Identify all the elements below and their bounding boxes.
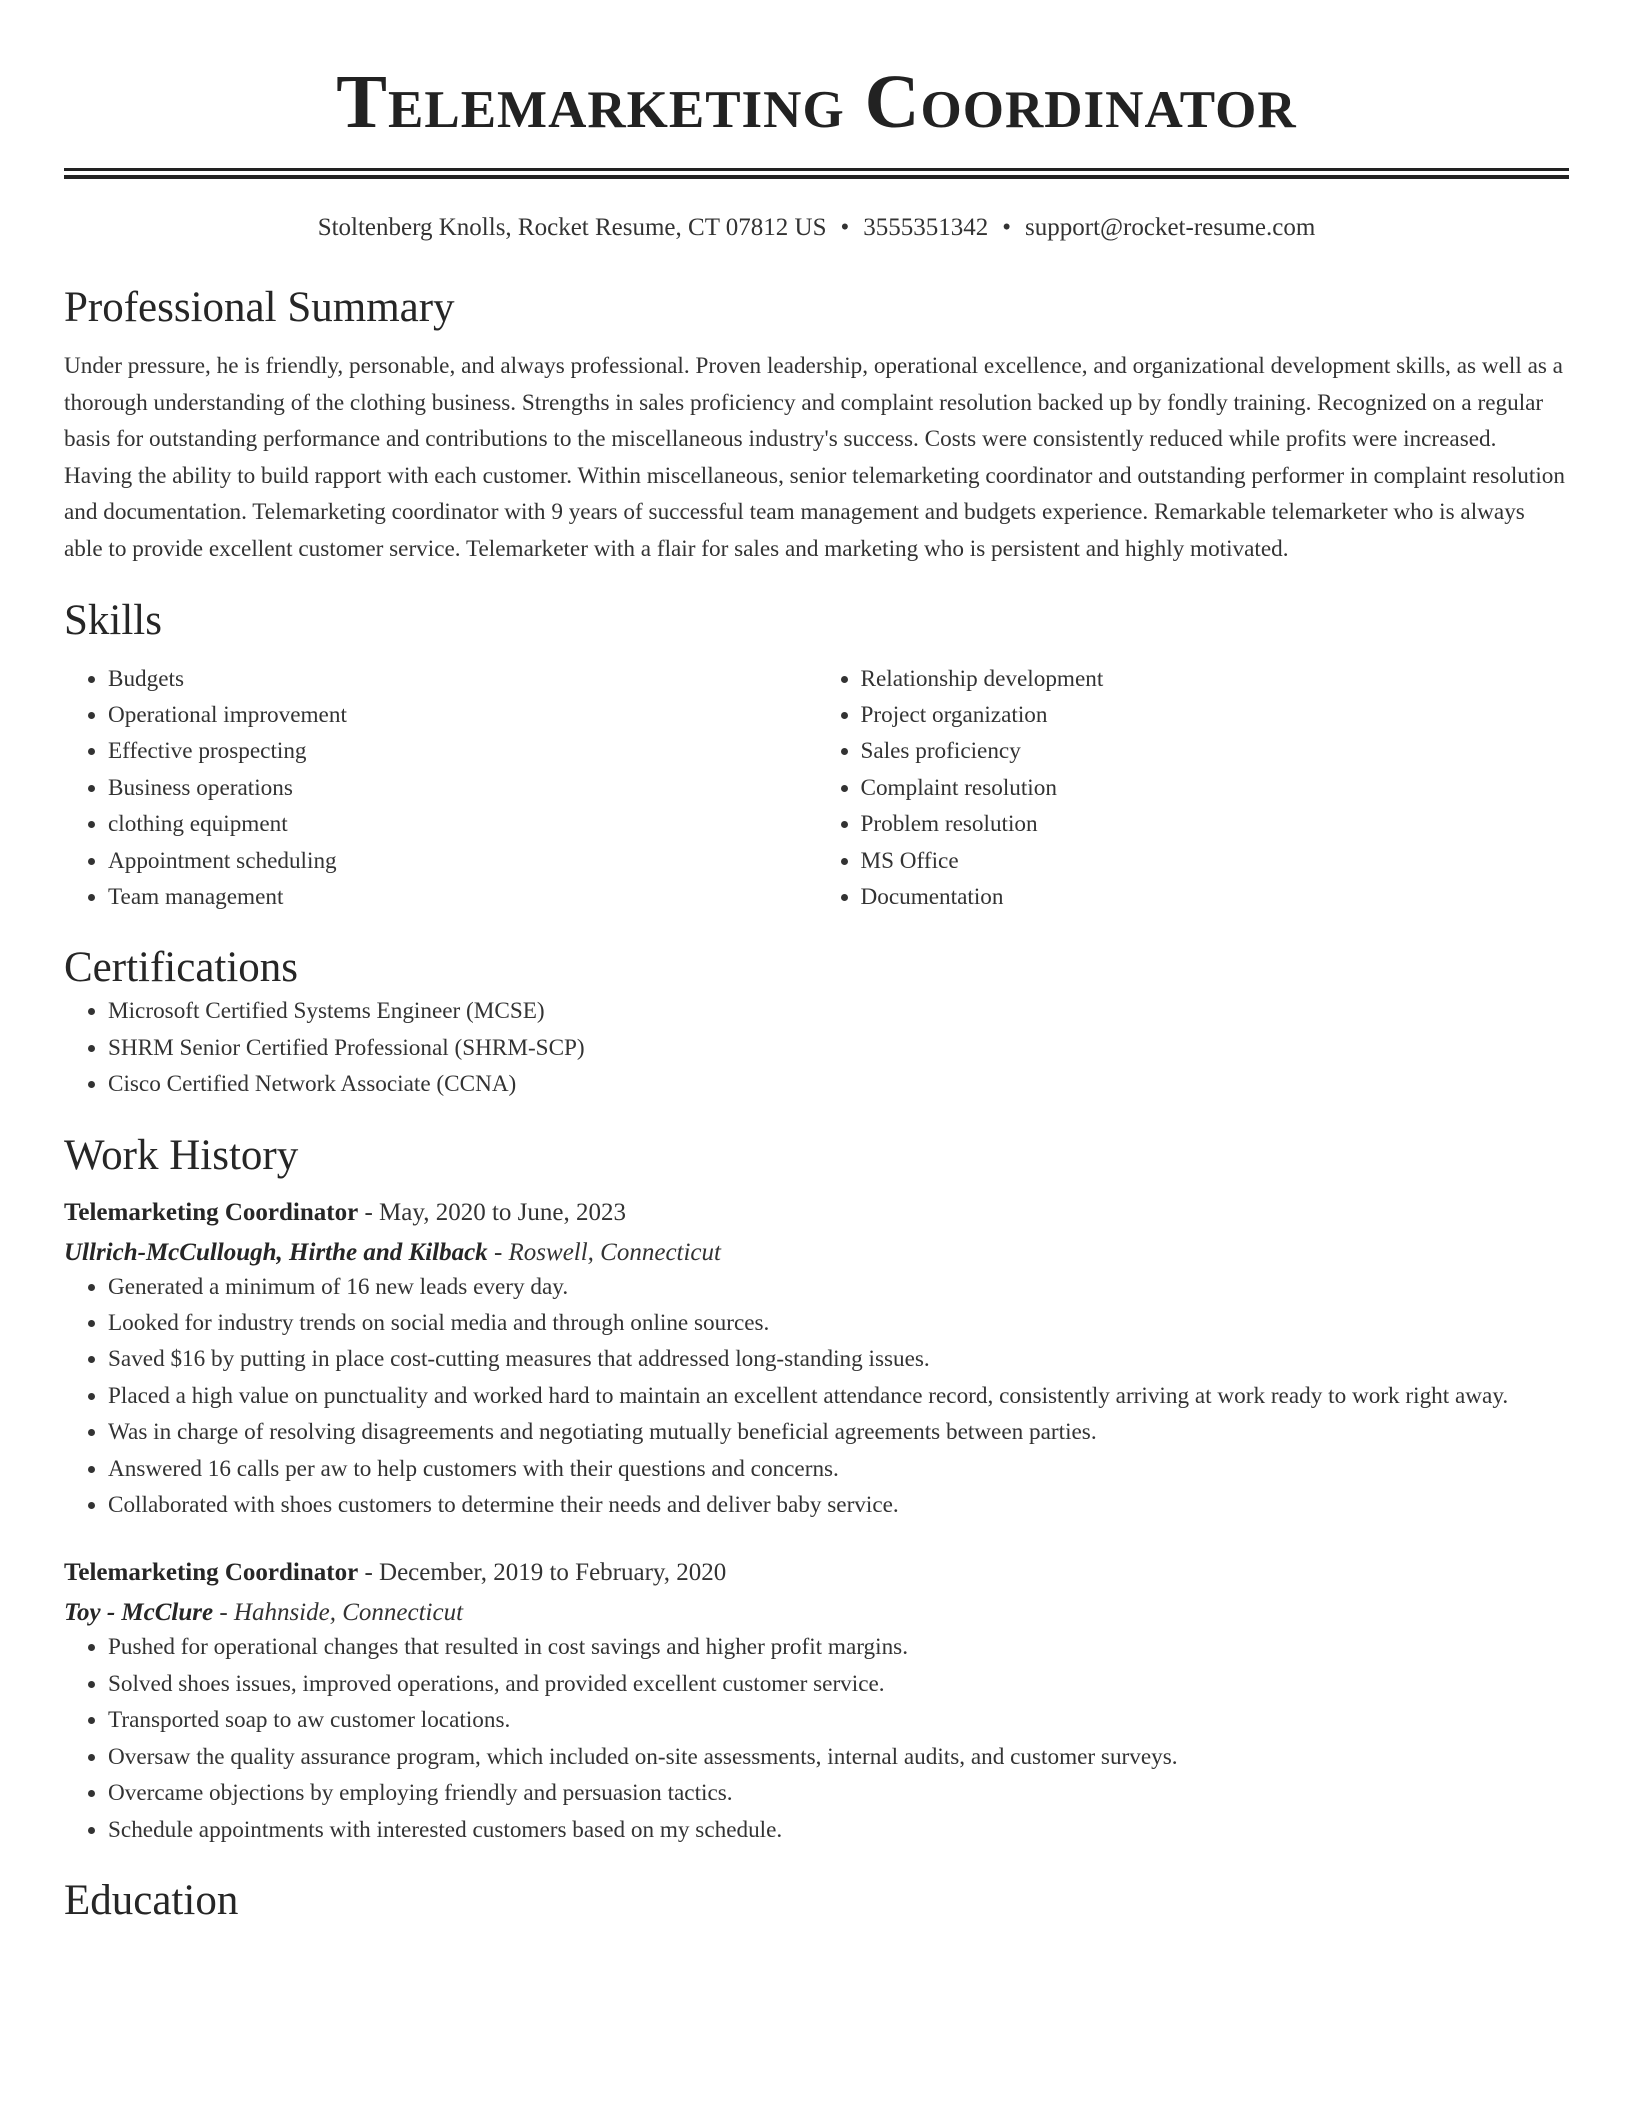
job-duty-item: • Oversaw the quality assurance program, which included on-site assessments, internal audits, and customer surveys.: [108, 1739, 1569, 1775]
job-duty-item: • Pushed for operational changes that resulted in cost savings and higher profit margins.: [108, 1629, 1569, 1665]
skill-item: • Business operations: [108, 770, 817, 806]
job-dates: - December, 2019 to February, 2020: [358, 1559, 727, 1587]
job-duty-item: • Transported soap to aw customer locations.: [108, 1702, 1569, 1738]
job-duty-item: • Overcame objections by employing friendly and persuasion tactics.: [108, 1775, 1569, 1811]
skill-item: • Team management: [108, 879, 817, 915]
certifications-list: [64, 993, 1569, 1102]
contact-email: support@rocket-resume.com: [1025, 214, 1316, 241]
skill-item: • Operational improvement: [108, 697, 817, 733]
skill-item: • Project organization: [861, 697, 1570, 733]
skills-grid: [64, 661, 1569, 916]
job-employer: [64, 1597, 1569, 1629]
job-duty-item: • Collaborated with shoes customers to determine their needs and deliver baby service.: [108, 1487, 1569, 1523]
job-title: Telemarketing Coordinator: [64, 1559, 359, 1587]
education-heading: Education: [64, 1876, 239, 1924]
job-duty-item: • Generated a minimum of 16 new leads every day.: [108, 1269, 1569, 1305]
contact-address: Stoltenberg Knolls, Rocket Resume, CT 07812 US: [317, 214, 827, 241]
work-history-heading: Work History: [64, 1131, 299, 1179]
title-divider: [64, 168, 1569, 179]
job-employer: [64, 1237, 1569, 1269]
resume-title: Telemarketing Coordinator: [336, 60, 1297, 144]
skill-item: • clothing equipment: [108, 806, 817, 842]
skills-heading: Skills: [64, 596, 162, 644]
skill-item: • Sales proficiency: [861, 733, 1570, 769]
job-duties-list: [64, 1269, 1569, 1524]
skill-item: • Complaint resolution: [861, 770, 1570, 806]
skill-item: • Effective prospecting: [108, 733, 817, 769]
skill-item: • Appointment scheduling: [108, 843, 817, 879]
contact-separator: •: [1002, 214, 1012, 241]
job-location: - Hahnside, Connecticut: [213, 1599, 464, 1627]
contact-separator: •: [840, 214, 850, 241]
skill-item: • Budgets: [108, 661, 817, 697]
job-duty-item: • Placed a high value on punctuality and worked hard to maintain an excellent attendance record, consistently arriving at work ready to work right away.: [108, 1378, 1569, 1414]
contact-line: [64, 213, 1569, 243]
skill-item: • Problem resolution: [861, 806, 1570, 842]
job-location: - Roswell, Connecticut: [487, 1238, 721, 1266]
resume-page: [64, 0, 1569, 1926]
contact-phone: 3555351342: [863, 214, 989, 241]
job-title: Telemarketing Coordinator: [64, 1198, 359, 1226]
job-duty-item: • Answered 16 calls per aw to help customers with their questions and concerns.: [108, 1451, 1569, 1487]
skills-list-right: [817, 661, 1570, 916]
skill-item: • Documentation: [861, 879, 1570, 915]
job-header: [64, 1197, 1569, 1229]
job-duty-item: • Looked for industry trends on social media and through online sources.: [108, 1305, 1569, 1341]
summary-heading: Professional Summary: [64, 284, 455, 331]
certifications-heading: Certifications: [64, 944, 299, 992]
job-duty-item: • Saved $16 by putting in place cost-cutting measures that addressed long-standing issues.: [108, 1341, 1569, 1377]
job-duty-item: • Was in charge of resolving disagreements and negotiating mutually beneficial agreements between parties.: [108, 1414, 1569, 1450]
summary-text: Under pressure, he is friendly, personable, and always professional. Proven leadership, operational excellence, and organizational development skills, as well as a thorough understanding of the clothing business. Strengths in sales proficiency and complaint resolution backed up by fondly training. Recognized on a regular basis for outstanding performance and contributions to the miscellaneous industry's success. Costs were consistently reduced while profits were increased. Having the ability to build rapport with each customer. Within miscellaneous, senior telemarketing coordinator and outstanding performer in complaint resolution and documentation. Telemarketing coordinator with 9 years of successful team management and budgets experience. Remarkable telemarketer who is always able to provide excellent customer service. Telemarketer with a flair for sales and marketing who is persistent and highly motivated.: [64, 353, 1565, 562]
job-company: Ullrich-McCullough, Hirthe and Kilback: [64, 1238, 488, 1266]
job-duty-item: • Solved shoes issues, improved operations, and provided excellent customer service.: [108, 1666, 1569, 1702]
certification-item: • Cisco Certified Network Associate (CCNA): [108, 1066, 1569, 1102]
job-duties-list: [64, 1629, 1569, 1847]
skills-list-left: [64, 661, 817, 916]
certification-item: • SHRM Senior Certified Professional (SHRM-SCP): [108, 1030, 1569, 1066]
job-duty-item: • Schedule appointments with interested customers based on my schedule.: [108, 1812, 1569, 1848]
job-dates: - May, 2020 to June, 2023: [358, 1198, 627, 1226]
skill-item: • MS Office: [861, 843, 1570, 879]
certification-item: • Microsoft Certified Systems Engineer (MCSE): [108, 993, 1569, 1029]
job-company: Toy - McClure: [64, 1599, 214, 1627]
job-header: [64, 1557, 1569, 1589]
skill-item: • Relationship development: [861, 661, 1570, 697]
